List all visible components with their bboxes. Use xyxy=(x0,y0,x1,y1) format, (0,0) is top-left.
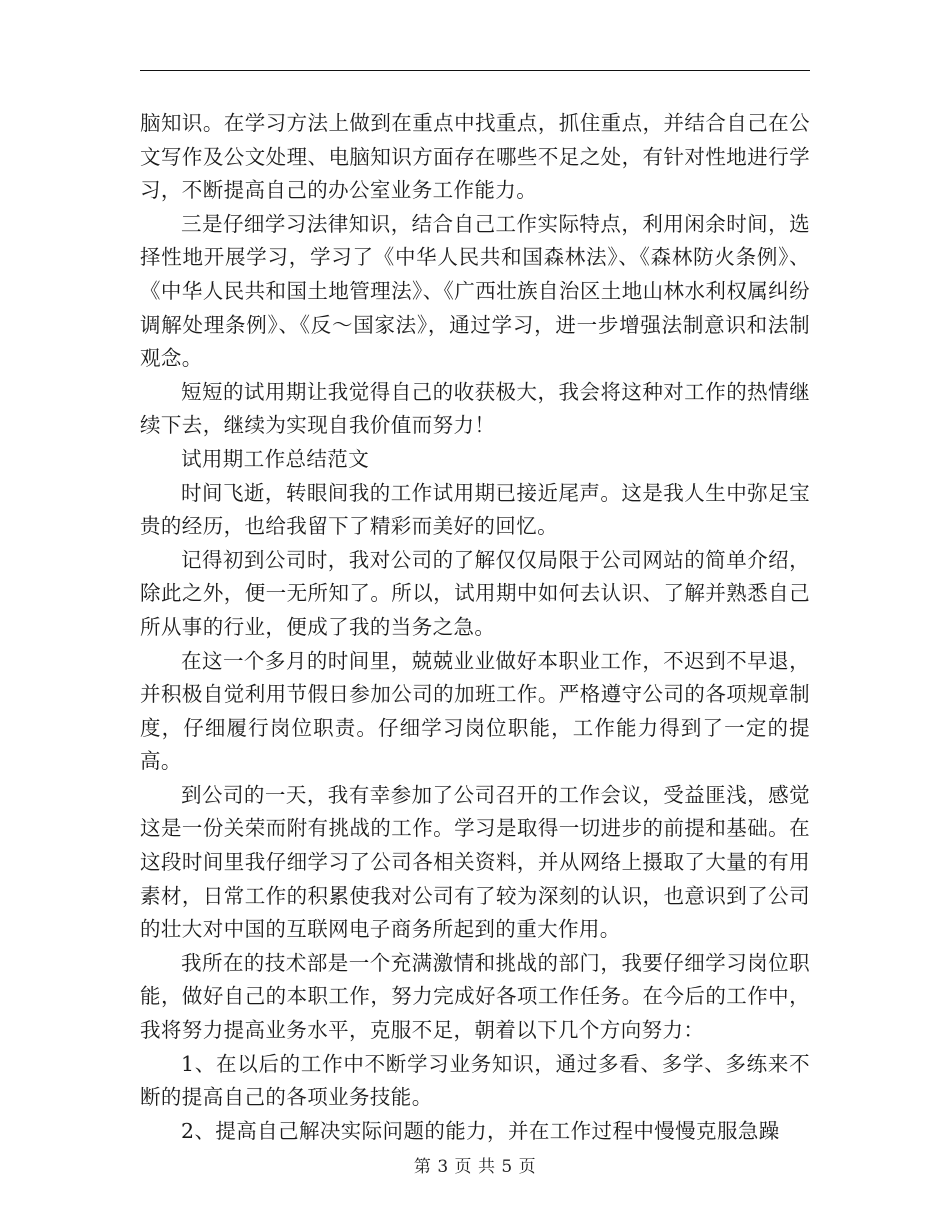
list-item-1: 1、在以后的工作中不断学习业务知识，通过多看、多学、多练来不断的提高自己的各项业务技能。 xyxy=(140,1051,810,1110)
section-title: 试用期工作总结范文 xyxy=(181,446,370,471)
paragraph-intro: 时间飞逝，转眼间我的工作试用期已接近尾声。这是我人生中弥足宝贵的经历，也给我留下了精彩而美好的回忆。 xyxy=(140,480,810,539)
header-rule xyxy=(140,70,810,71)
page-number: 第 3 页 共 5 页 xyxy=(413,1157,537,1177)
paragraph-continuation: 脑知识。在学习方法上做到在重点中找重点，抓住重点，并结合自己在公文写作及公文处理、电脑知识方面存在哪些不足之处，有针对性地进行学习，不断提高自己的办公室业务工作能力。 xyxy=(140,111,810,203)
paragraph-first-days: 记得初到公司时，我对公司的了解仅仅局限于公司网站的简单介绍，除此之外，便一无所知了。所以，试用期中如何去认识、了解并熟悉自己所从事的行业，便成了我的当务之急。 xyxy=(140,547,810,639)
paragraph-diligence: 在这一个多月的时间里，兢兢业业做好本职业工作，不迟到不早退，并积极自觉利用节假日参加公司的加班工作。严格遵守公司的各项规章制度，仔细履行岗位职责。仔细学习岗位职能，工作能力得到了一定的提高。 xyxy=(140,648,810,774)
paragraph-summary: 短短的试用期让我觉得自己的收获极大，我会将这种对工作的热情继续下去，继续为实现自我价值而努力！ xyxy=(140,379,810,438)
paragraph-meeting: 到公司的一天，我有幸参加了公司召开的工作会议，受益匪浅，感觉这是一份关荣而附有挑战的工作。学习是取得一切进步的前提和基础。在这段时间里我仔细学习了公司各相关资料，并从网络上摄取了大量的有用素材，日常工作的积累使我对公司有了较为深刻的认识，也意识到了公司的壮大对中国的互联网电子商务所起到的重大作用。 xyxy=(140,782,810,942)
document-body xyxy=(140,107,810,1148)
paragraph-legal-study: 三是仔细学习法律知识，结合自己工作实际特点，利用闲余时间，选择性地开展学习，学习了《中华人民共和国森林法》、《森林防火条例》、《中华人民共和国土地管理法》、《广西壮族自治区土地山林水利权属纠纷调解处理条例》、《反～国家法》，通过学习，进一步增强法制意识和法制观念。 xyxy=(140,211,810,371)
paragraph-department: 我所在的技术部是一个充满激情和挑战的部门，我要仔细学习岗位职能，做好自己的本职工作，努力完成好各项工作任务。在今后的工作中，我将努力提高业务水平，克服不足，朝着以下几个方向努力： xyxy=(140,950,810,1043)
list-item-2: 2、提高自己解决实际问题的能力，并在工作过程中慢慢克服急躁 xyxy=(181,1118,780,1143)
